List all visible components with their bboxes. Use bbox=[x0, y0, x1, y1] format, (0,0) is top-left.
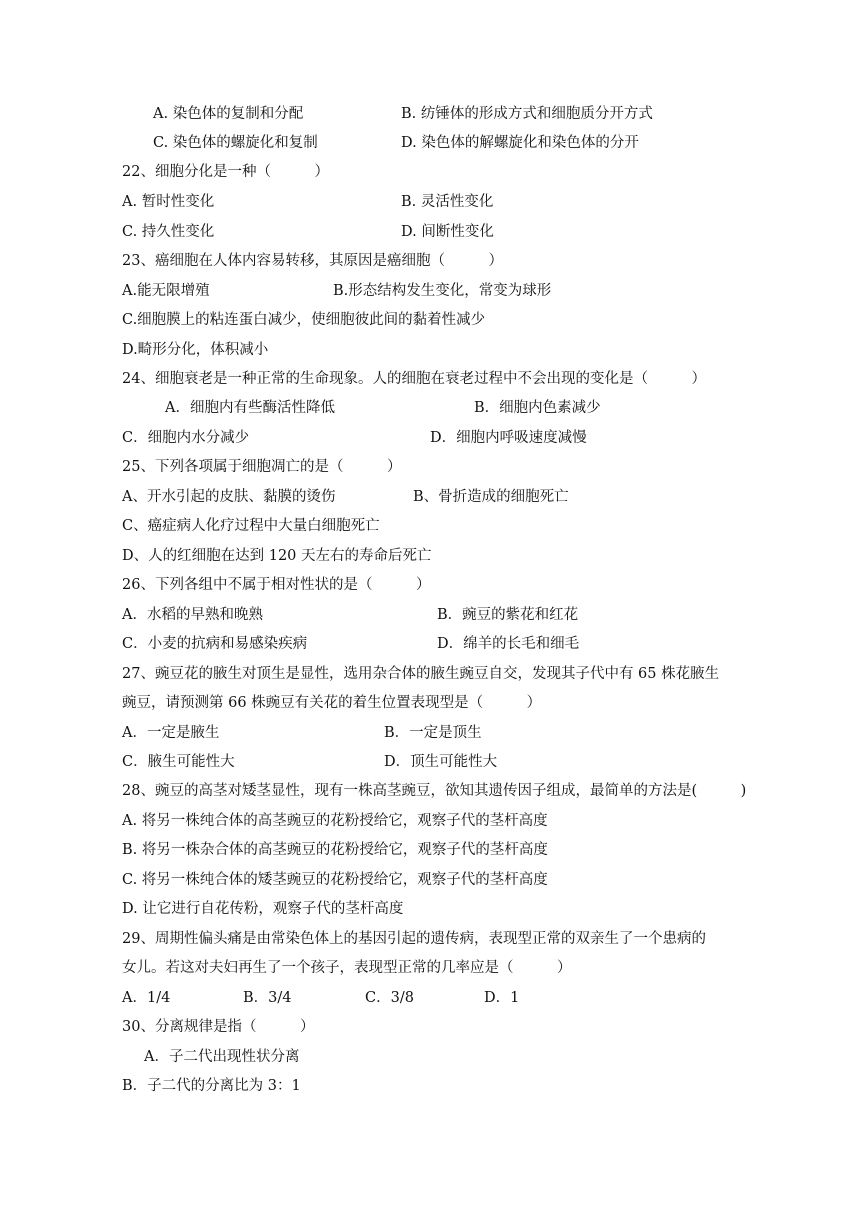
q22-stem: 22、细胞分化是一种（ ） bbox=[122, 164, 329, 180]
q26-stem: 26、下列各组中不属于相对性状的是（ ） bbox=[122, 577, 431, 593]
q29-option-c: C．3/8 bbox=[365, 990, 414, 1006]
q21-option-a: A. 染色体的复制和分配 bbox=[153, 106, 304, 122]
q29-option-d: D．1 bbox=[484, 990, 520, 1006]
q23-option-b: B.形态结构发生变化，常变为球形 bbox=[333, 283, 552, 299]
q24-stem: 24、细胞衰老是一种正常的生命现象。人的细胞在衰老过程中不会出现的变化是（ ） bbox=[122, 371, 706, 387]
q22-option-a: A. 暂时性变化 bbox=[122, 194, 215, 210]
q25-option-a: A、开水引起的皮肤、黏膜的烫伤 bbox=[122, 489, 336, 505]
q27-option-b: B．一定是顶生 bbox=[384, 725, 482, 741]
q25-option-c: C、癌症病人化疗过程中大量白细胞死亡 bbox=[122, 518, 380, 534]
q21-option-d: D. 染色体的解螺旋化和染色体的分开 bbox=[401, 135, 639, 151]
q26-option-d: D．绵羊的长毛和细毛 bbox=[437, 636, 580, 652]
q27-option-a: A．一定是腋生 bbox=[122, 725, 220, 741]
q28-option-b: B. 将另一株杂合体的高茎豌豆的花粉授给它，观察子代的茎杆高度 bbox=[122, 842, 548, 858]
q30-stem: 30、分离规律是指（ ） bbox=[122, 1019, 315, 1035]
q24-option-b: B．细胞内色素减少 bbox=[474, 400, 601, 416]
q29-stem-line-2: 女儿。若这对夫妇再生了一个孩子，表现型正常的几率应是（ ） bbox=[122, 960, 572, 976]
q26-option-c: C．小麦的抗病和易感染疾病 bbox=[122, 636, 308, 652]
q25-option-d: D、人的红细胞在达到 120 天左右的寿命后死亡 bbox=[122, 548, 432, 564]
q27-stem-line-2: 豌豆，请预测第 66 株豌豆有关花的着生位置表现型是（ ） bbox=[122, 695, 542, 711]
q28-stem: 28、豌豆的高茎对矮茎显性，现有一株高茎豌豆，欲知其遗传因子组成，最简单的方法是( ) bbox=[122, 783, 747, 799]
q24-option-c: C．细胞内水分减少 bbox=[122, 430, 250, 446]
q25-stem: 25、下列各项属于细胞凋亡的是（ ） bbox=[122, 459, 402, 475]
q28-option-c: C. 将另一株纯合体的矮茎豌豆的花粉授给它，观察子代的茎杆高度 bbox=[122, 872, 548, 888]
q22-option-d: D. 间断性变化 bbox=[401, 224, 494, 240]
q24-option-d: D．细胞内呼吸速度减慢 bbox=[430, 430, 587, 446]
q21-option-b: B. 纺锤体的形成方式和细胞质分开方式 bbox=[401, 106, 653, 122]
q25-option-b: B、骨折造成的细胞死亡 bbox=[413, 489, 569, 505]
q26-option-b: B．豌豆的紫花和红花 bbox=[437, 607, 579, 623]
q23-option-a: A.能无限增殖 bbox=[122, 283, 210, 299]
q22-option-b: B. 灵活性变化 bbox=[401, 194, 494, 210]
q28-option-d: D. 让它进行自花传粉，观察子代的茎杆高度 bbox=[122, 901, 404, 917]
q28-option-a: A. 将另一株纯合体的高茎豌豆的花粉授给它，观察子代的茎杆高度 bbox=[122, 813, 548, 829]
q23-option-d: D.畸形分化，体积减小 bbox=[122, 342, 269, 358]
q30-option-b: B．子二代的分离比为 3：1 bbox=[122, 1078, 301, 1094]
q27-stem-line-1: 27、豌豆花的腋生对顶生是显性，选用杂合体的腋生豌豆自交，发现其子代中有 65 株花腋生 bbox=[122, 666, 720, 682]
q26-option-a: A．水稻的早熟和晚熟 bbox=[122, 607, 263, 623]
q23-stem: 23、癌细胞在人体内容易转移，其原因是癌细胞（ ） bbox=[122, 253, 503, 269]
q27-option-c: C．腋生可能性大 bbox=[122, 754, 235, 770]
q24-option-a: A．细胞内有些酶活性降低 bbox=[165, 400, 335, 416]
q29-option-a: A．1/4 bbox=[122, 990, 171, 1006]
q21-option-c: C. 染色体的螺旋化和复制 bbox=[153, 135, 318, 151]
q22-option-c: C. 持久性变化 bbox=[122, 224, 215, 240]
q29-stem-line-1: 29、周期性偏头痛是由常染色体上的基因引起的遗传病，表现型正常的双亲生了一个患病的 bbox=[122, 931, 706, 947]
q23-option-c: C.细胞膜上的粘连蛋白减少，使细胞彼此间的黏着性减少 bbox=[122, 312, 486, 328]
q30-option-a: A．子二代出现性状分离 bbox=[144, 1049, 300, 1065]
q27-option-d: D．顶生可能性大 bbox=[384, 754, 498, 770]
q29-option-b: B．3/4 bbox=[243, 990, 292, 1006]
